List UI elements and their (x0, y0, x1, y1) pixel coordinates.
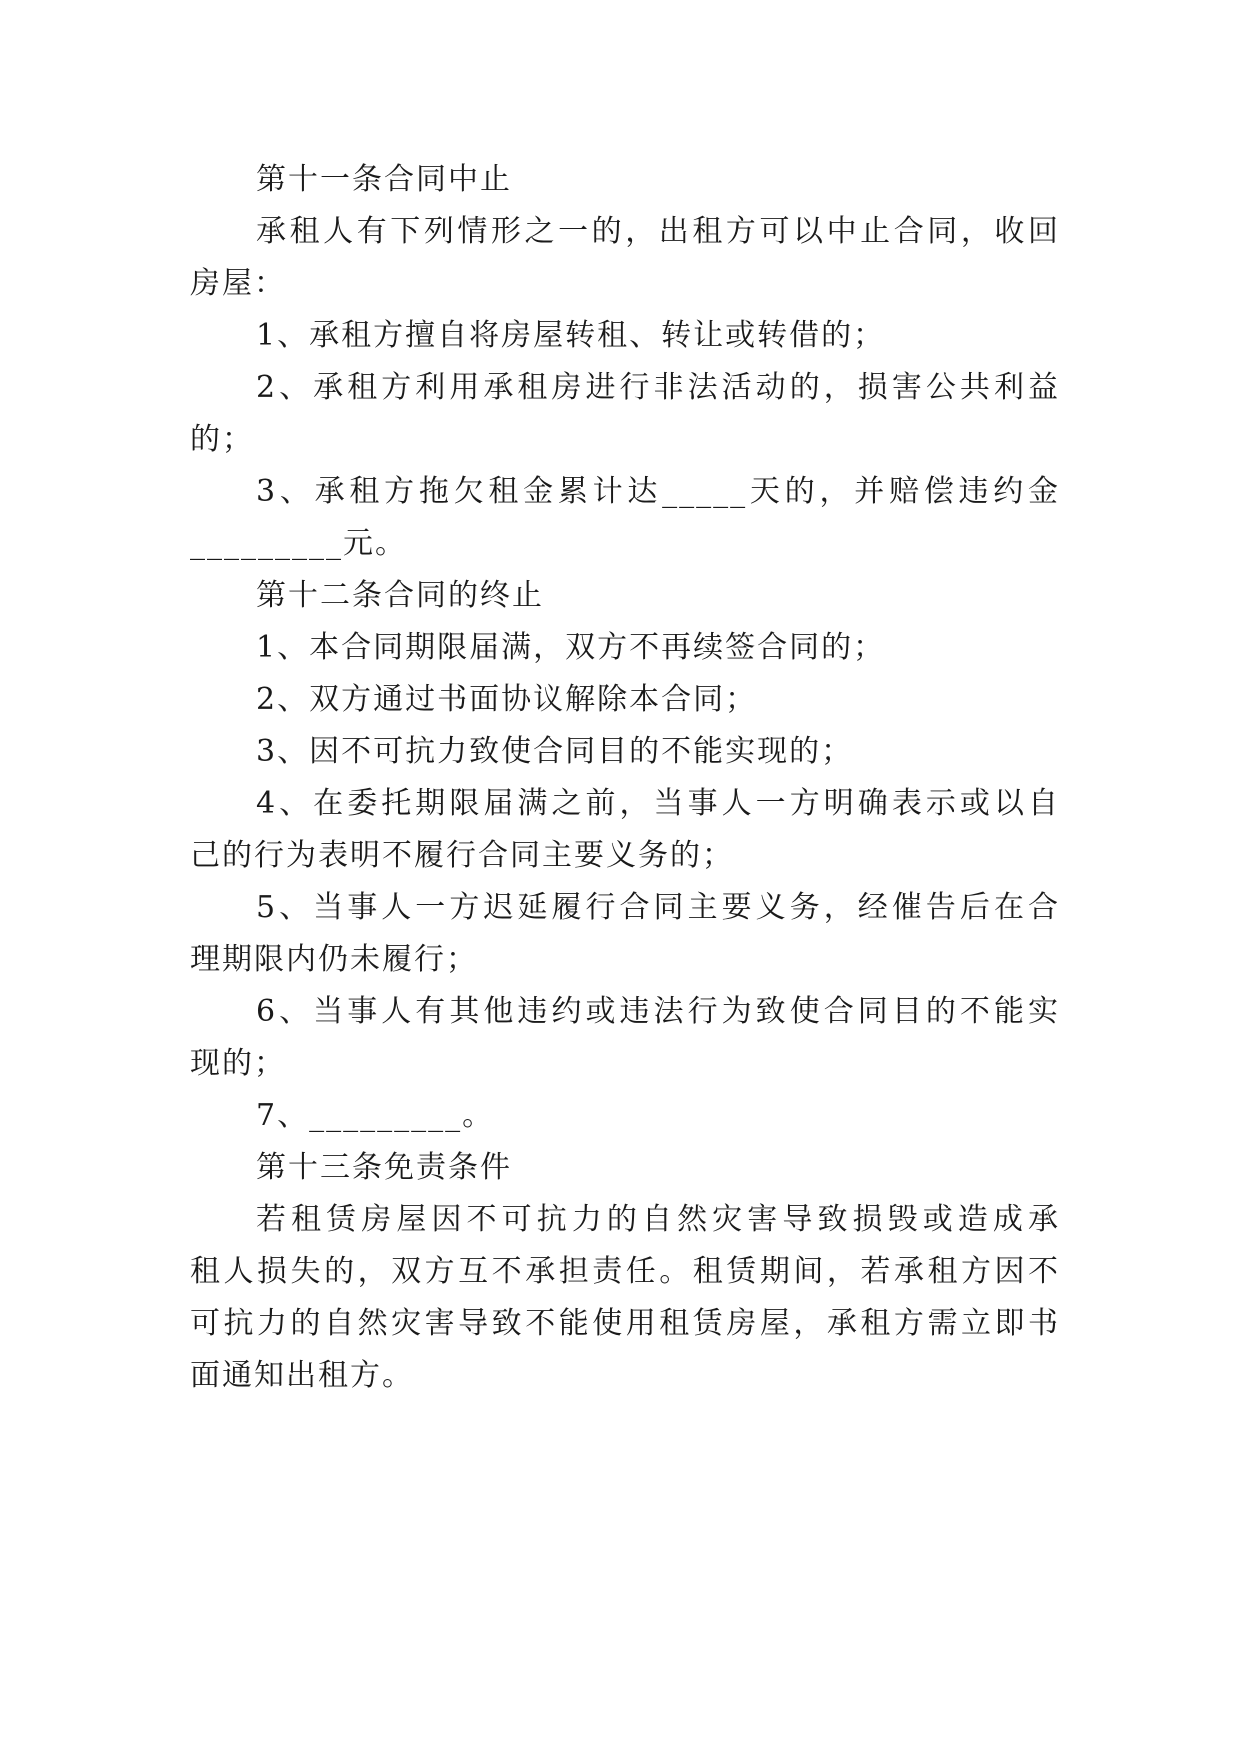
list-item: 1、本合同期限届满，双方不再续签合同的； (256, 630, 886, 665)
paragraph-line: 可抗力的自然灾害导致不能使用租赁房屋，承租方需立即书 (190, 1306, 1060, 1341)
list-item-continuation: 己的行为表明不履行合同主要义务的； (190, 838, 734, 873)
list-item-continuation: 现的； (190, 1046, 286, 1081)
article-13-heading: 第十三条免责条件 (256, 1150, 512, 1185)
article-11-heading: 第十一条合同中止 (256, 162, 512, 197)
list-item: 5、当事人一方迟延履行合同主要义务，经催告后在合 (256, 890, 1060, 925)
list-item: 1、承租方擅自将房屋转租、转让或转借的； (256, 318, 886, 353)
paragraph-line: 承租人有下列情形之一的，出租方可以中止合同，收回 (256, 214, 1060, 249)
paragraph-line: 面通知出租方。 (190, 1358, 414, 1393)
list-item: 7、_________。 (256, 1098, 495, 1133)
paragraph-line: 房屋： (190, 266, 286, 301)
paragraph-line: 租人损失的，双方互不承担责任。租赁期间，若承租方因不 (190, 1254, 1060, 1289)
list-item: 3、承租方拖欠租金累计达_____天的，并赔偿违约金 (256, 474, 1060, 509)
list-item: 6、当事人有其他违约或违法行为致使合同目的不能实 (256, 994, 1060, 1029)
list-item-continuation: _________元。 (190, 526, 407, 561)
list-item: 4、在委托期限届满之前，当事人一方明确表示或以自 (256, 786, 1060, 821)
list-item-continuation: 理期限内仍未履行； (190, 942, 478, 977)
list-item-continuation: 的； (190, 422, 254, 457)
paragraph-line: 若租赁房屋因不可抗力的自然灾害导致损毁或造成承 (256, 1202, 1060, 1237)
list-item: 3、因不可抗力致使合同目的不能实现的； (256, 734, 854, 769)
article-12-heading: 第十二条合同的终止 (256, 578, 544, 613)
list-item: 2、双方通过书面协议解除本合同； (256, 682, 758, 717)
list-item: 2、承租方利用承租房进行非法活动的，损害公共利益 (256, 370, 1060, 405)
